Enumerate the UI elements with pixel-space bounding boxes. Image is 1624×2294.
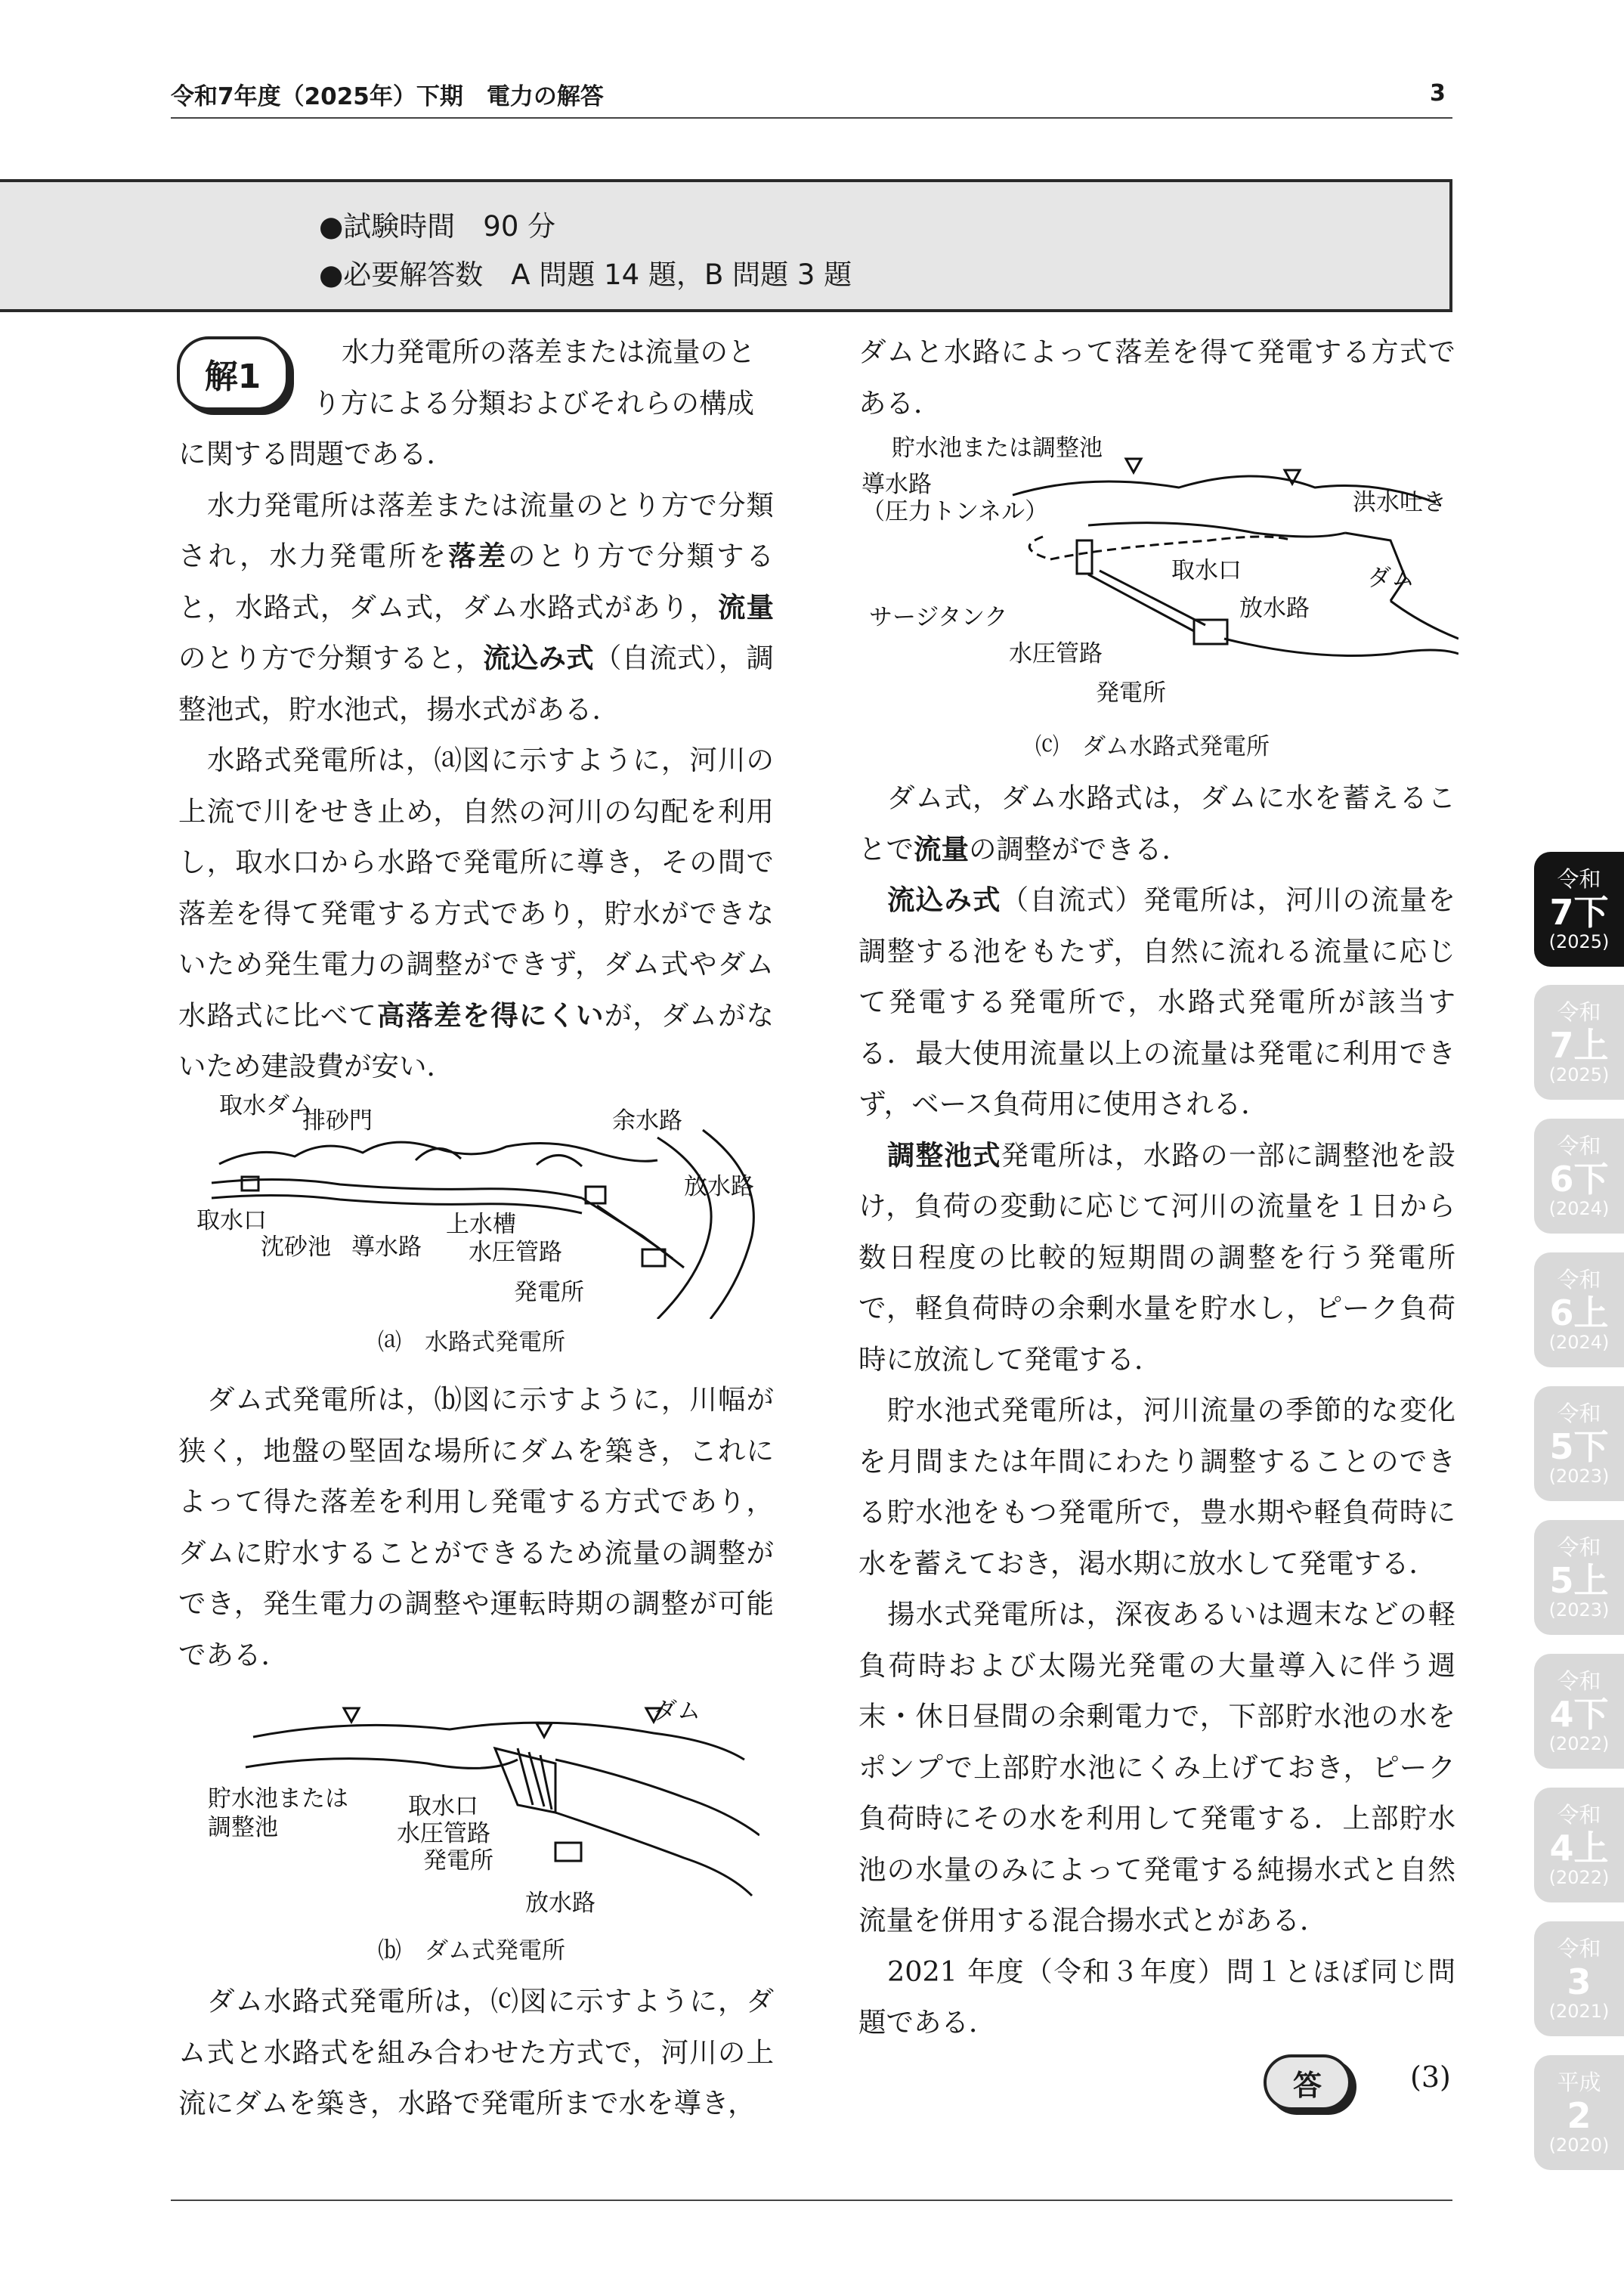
- side-tab-era: 令和: [1557, 1534, 1601, 1560]
- page-header-title: 令和7年度（2025年）下期 電力の解答: [171, 83, 604, 110]
- side-tab-year: (2024): [1548, 1332, 1610, 1353]
- label-intake-dam: 取水ダム: [219, 1092, 313, 1119]
- side-tab-year: (2025): [1548, 1064, 1610, 1085]
- text-run: 水路式発電所は，⒜図に示すように，河川の上流で川をせき止め，自然の河川の勾配を利用し，取水口から水路で発電所に導き，その間で落差を得て発電する方式であり，貯水ができないため発生電力の調整ができず，ダム式やダム水路式に比べて: [178, 744, 774, 1032]
- bold-term-head: 落差: [448, 540, 508, 572]
- label-intake: 取水口: [196, 1207, 267, 1234]
- footer-rule: [171, 2200, 1452, 2201]
- side-tab-era: 令和: [1557, 1936, 1601, 1961]
- side-tab-term: 4上: [1549, 1828, 1609, 1868]
- side-tab-r5-upper[interactable]: [1534, 1520, 1624, 1635]
- side-tab-term: 5上: [1549, 1560, 1609, 1601]
- side-tab-era: 令和: [1557, 999, 1601, 1025]
- intro-line-1: 水力発電所の落差または流量のと: [342, 336, 756, 368]
- side-tab-year: (2024): [1548, 1198, 1610, 1219]
- label-powerhouse: 発電所: [514, 1279, 584, 1306]
- label-tailrace: 放水路: [684, 1173, 754, 1200]
- bold-term-pondage: 調整池式: [887, 1138, 1001, 1172]
- side-tab-era: 令和: [1557, 1133, 1601, 1159]
- text-run: が，ダムがないため建設費が安い．: [178, 998, 775, 1082]
- figure-b-dam-plant: [200, 1692, 759, 1918]
- side-tab-r7-lower[interactable]: [1534, 852, 1624, 967]
- intro-line-2: り方による分類およびそれらの構成: [313, 386, 754, 419]
- side-tab-year: (2023): [1548, 1466, 1610, 1487]
- text-run: （自流式）発電所は，河川の流量を調整する池をもたず，自然に流れる流量に応じて発電する発電所で，水路式発電所が該当する．最大使用流量以上の流量は発電に利用できず，ベース負荷用に使用される．: [858, 884, 1456, 1120]
- header-rule: [171, 117, 1452, 119]
- side-tab-era: 令和: [1557, 866, 1601, 892]
- bold-term-flow: 流量: [914, 832, 969, 865]
- text-run: 発電所は，水路の一部に調整池を設け，負荷の変動に応じて河川の流量を１日から数日程度の比較的短期間の調整を行う発電所で，軽負荷時の余剰水量を貯水し，ピーク負荷時に放流して発電する．: [858, 1138, 1456, 1376]
- label-intake: 取水口: [408, 1793, 478, 1820]
- side-tab-era: 令和: [1557, 1401, 1601, 1426]
- label-headrace: 導水路: [351, 1234, 422, 1261]
- text-run: 水力発電所は落差または流量のとり方で分類され，水力発電所を: [178, 488, 774, 572]
- side-tab-h2[interactable]: [1534, 2055, 1624, 2170]
- label-reservoir-line-2: 調整池: [208, 1814, 278, 1841]
- required-answers-text: ●必要解答数 A 問題 14 題，B 問題 3 題: [319, 259, 852, 291]
- label-reservoir: 貯水池または調整池: [892, 435, 1103, 462]
- side-tab-r7-upper[interactable]: [1534, 985, 1624, 1100]
- label-dam: ダム: [654, 1698, 701, 1725]
- solution-badge-label: 解1: [204, 358, 261, 396]
- side-tab-r6-upper[interactable]: [1534, 1252, 1624, 1367]
- classification-paragraph: [178, 480, 774, 735]
- label-tailrace: 放水路: [525, 1890, 595, 1917]
- right-column-block-1: [858, 327, 1455, 429]
- waterway-paragraph: [178, 735, 774, 1092]
- side-tab-term: 2: [1567, 2095, 1592, 2136]
- label-intake: 取水口: [1171, 557, 1242, 584]
- side-tab-year: (2021): [1548, 2001, 1610, 2022]
- side-tab-r3[interactable]: [1534, 1921, 1624, 2036]
- dam-paragraph: ダム式発電所は，⒝図に示すように，川幅が狭く，地盤の堅固な場所にダムを築き，これによって得た落差を利用し発電する方式であり，ダムに貯水することができるため流量の調整ができ，発生電力の調整や運転時期の調整が可能である．: [178, 1383, 774, 1671]
- text-run: の調整ができる．: [969, 832, 1189, 865]
- dam-waterway-continued: ダムと水路によって落差を得て発電する方式である．: [858, 336, 1455, 419]
- left-column-block-1: [178, 429, 774, 1092]
- reservoir-paragraph: 貯水池式発電所は，河川流量の季節的な変化を月間または年間にわたり調整することのできる貯水池をもつ発電所で，豊水期や軽負荷時に水を蓄えておき，渇水期に放水して発電する．: [858, 1394, 1455, 1580]
- answer-badge: [1264, 2054, 1351, 2110]
- side-tab-term: 6下: [1549, 1159, 1609, 1200]
- label-sand-gate: 排砂門: [302, 1107, 373, 1135]
- figure-c-dam-waterway-plant: [861, 427, 1459, 714]
- label-tailrace: 放水路: [1239, 595, 1310, 622]
- side-tab-year: (2022): [1548, 1867, 1610, 1888]
- label-dam: ダム: [1368, 565, 1415, 592]
- side-tab-r5-lower[interactable]: [1534, 1386, 1624, 1501]
- side-tab-term: 7上: [1549, 1025, 1609, 1066]
- intro-text: [313, 327, 774, 429]
- figure-c-caption: ⒞ ダム水路式発電所: [1035, 733, 1270, 760]
- side-tab-r6-lower[interactable]: [1534, 1119, 1624, 1234]
- answer-value: (3): [1410, 2060, 1451, 2094]
- side-tab-term: 5下: [1549, 1426, 1609, 1467]
- right-column-block-2: [858, 772, 1455, 2048]
- bold-term-flow: 流量: [717, 590, 775, 624]
- exam-time-text: ●試験時間 90 分: [319, 210, 556, 243]
- reference-paragraph: 2021 年度（令和３年度）問１とほぼ同じ問題である．: [858, 1955, 1455, 2039]
- figure-b-caption: ⒝ ダム式発電所: [378, 1937, 565, 1964]
- side-tab-term: 7下: [1549, 892, 1609, 933]
- page-number: 3: [1430, 80, 1446, 107]
- pondage-paragraph: [858, 1130, 1455, 1385]
- label-surge-tank: サージタンク: [869, 604, 1008, 631]
- label-flood-gate: 洪水吐き: [1353, 489, 1446, 516]
- text-run: （自流式），調整池式，貯水池式，揚水式がある．: [178, 642, 775, 726]
- label-powerhouse: 発電所: [423, 1847, 493, 1875]
- side-tab-term: 4下: [1549, 1694, 1609, 1735]
- side-tab-year: (2022): [1548, 1733, 1610, 1754]
- exam-info-box: [0, 179, 1452, 312]
- figure-a-caption: ⒜ 水路式発電所: [378, 1329, 565, 1356]
- figure-a-waterway-plant: [189, 1092, 778, 1319]
- left-column-block-2: [178, 1374, 774, 1680]
- pumped-storage-paragraph: 揚水式発電所は，深夜あるいは週末などの軽負荷時および太陽光発電の大量導入に伴う週末・休日昼間の余剰電力で，下部貯水池の水をポンプで上部貯水池にくみ上げておき，ピーク負荷時にその水を利用して発電する．上部貯水池の水量のみによって発電する純揚水式と自然流量を併用する混合揚水式とがある．: [858, 1598, 1455, 1936]
- side-tab-year: (2025): [1548, 931, 1610, 952]
- run-of-river-paragraph: [858, 875, 1455, 1130]
- label-spillway: 余水路: [612, 1107, 682, 1135]
- flow-regulation-paragraph: [858, 772, 1455, 875]
- side-tab-r4-upper[interactable]: [1534, 1788, 1624, 1902]
- side-tab-era: 平成: [1557, 2070, 1601, 2095]
- side-tab-r4-lower[interactable]: [1534, 1654, 1624, 1769]
- figure-b-diagram: [200, 1692, 759, 1918]
- dam-waterway-paragraph: ダム水路式発電所は，⒞図に示すように，ダム式と水路式を組み合わせた方式で，河川の上流にダムを築き，水路で発電所まで水を導き，: [178, 1985, 774, 2119]
- label-penstock: 水圧管路: [397, 1820, 490, 1847]
- text-run: のとり方で分類すると，: [178, 642, 484, 674]
- figure-a-diagram: [189, 1092, 778, 1319]
- label-headrace: 導水路: [861, 471, 932, 498]
- side-tab-term: 6上: [1549, 1293, 1609, 1333]
- label-penstock: 水圧管路: [1009, 640, 1103, 667]
- answer-badge-label: 答: [1292, 2068, 1322, 2102]
- side-tab-year: (2023): [1548, 1599, 1610, 1621]
- bold-term-run-of-river: 流込み式: [483, 642, 594, 674]
- label-powerhouse: 発電所: [1096, 680, 1166, 707]
- label-penstock: 水圧管路: [469, 1239, 562, 1266]
- label-settling-basin: 沈砂池: [261, 1234, 331, 1261]
- label-pressure-tunnel: （圧力トンネル）: [861, 498, 1049, 525]
- intro-line-3: に関する問題である．: [178, 438, 454, 470]
- text-run: のとり方で分類すると，水路式，ダム式，ダム水路式があり，: [178, 540, 774, 624]
- side-tab-era: 令和: [1557, 1267, 1601, 1293]
- bold-term-low-head: 高落差を得にくい: [377, 998, 605, 1032]
- side-tab-term: 3: [1567, 1961, 1592, 2002]
- label-reservoir-line-1: 貯水池または: [208, 1785, 348, 1813]
- side-tab-era: 令和: [1557, 1802, 1601, 1828]
- text-run: ダム式，ダム水路式は，ダムに水を蓄えることで: [858, 782, 1455, 865]
- solution-badge: [177, 336, 289, 410]
- label-head-tank: 上水槽: [446, 1211, 516, 1238]
- side-tab-year: (2020): [1548, 2135, 1610, 2156]
- left-column-block-3: [178, 1976, 774, 2129]
- bold-term-run-of-river: 流込み式: [887, 884, 1001, 916]
- figure-c-diagram: [861, 427, 1459, 714]
- side-tab-era: 令和: [1557, 1668, 1601, 1694]
